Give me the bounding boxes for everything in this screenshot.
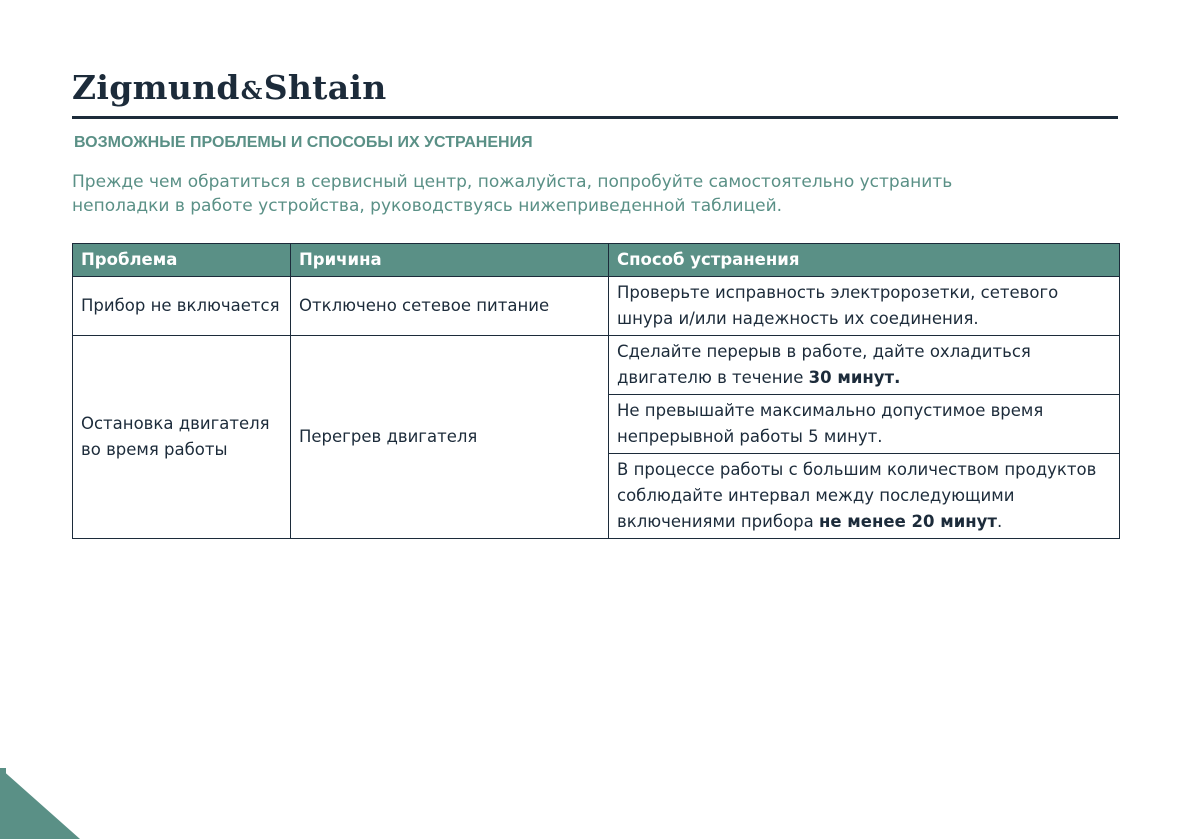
brand-ampersand: &	[240, 76, 263, 105]
page-corner-accent	[0, 768, 80, 839]
brand-name-left: Zigmund	[72, 68, 240, 107]
header-divider	[72, 116, 1118, 119]
intro-paragraph	[72, 170, 1072, 218]
row2-solution-2: Не превышайте максимально допустимое время непрерывной работы 5 минут.	[609, 395, 1120, 454]
intro-line-2: неполадки в работе устройства, руководствуясь нижеприведенной таблицей.	[72, 196, 783, 216]
section-title: ВОЗМОЖНЫЕ ПРОБЛЕМЫ И СПОСОБЫ ИХ УСТРАНЕНИЯ	[74, 134, 533, 151]
row2-cause: Перегрев двигателя	[291, 336, 609, 539]
row1-cause: Отключено сетевое питание	[291, 277, 609, 336]
row2-solution-3-tail: .	[996, 512, 1003, 531]
table-header-row	[73, 244, 1120, 277]
row2-solution-1-bold: 30 минут.	[808, 368, 901, 387]
intro-line-1: Прежде чем обратиться в сервисный центр, пожалуйста, попробуйте самостоятельно устранить	[72, 172, 953, 192]
row2-solution-3	[609, 454, 1120, 539]
header-problem: Проблема	[73, 244, 291, 277]
row2-solution-3-text: В процессе работы с большим количеством продуктов соблюдайте интервал между последующими включениями прибора	[617, 460, 1097, 531]
row2-problem: Остановка двигателя во время работы	[73, 336, 291, 539]
brand-logo	[72, 68, 387, 107]
row2-solution-1-text: Сделайте перерыв в работе, дайте охладиться двигателю в течение	[617, 342, 1031, 387]
row2-solution-1	[609, 336, 1120, 395]
troubleshooting-table	[72, 243, 1120, 539]
header-solution: Способ устранения	[609, 244, 1120, 277]
brand-name-right: Shtain	[263, 68, 387, 107]
row1-solution: Проверьте исправность электророзетки, сетевого шнура и/или надежность их соединения.	[609, 277, 1120, 336]
header-cause: Причина	[291, 244, 609, 277]
table-row	[73, 336, 1120, 395]
row1-problem: Прибор не включается	[73, 277, 291, 336]
row2-solution-3-bold: не менее 20 минут	[818, 512, 997, 531]
table-row	[73, 277, 1120, 336]
